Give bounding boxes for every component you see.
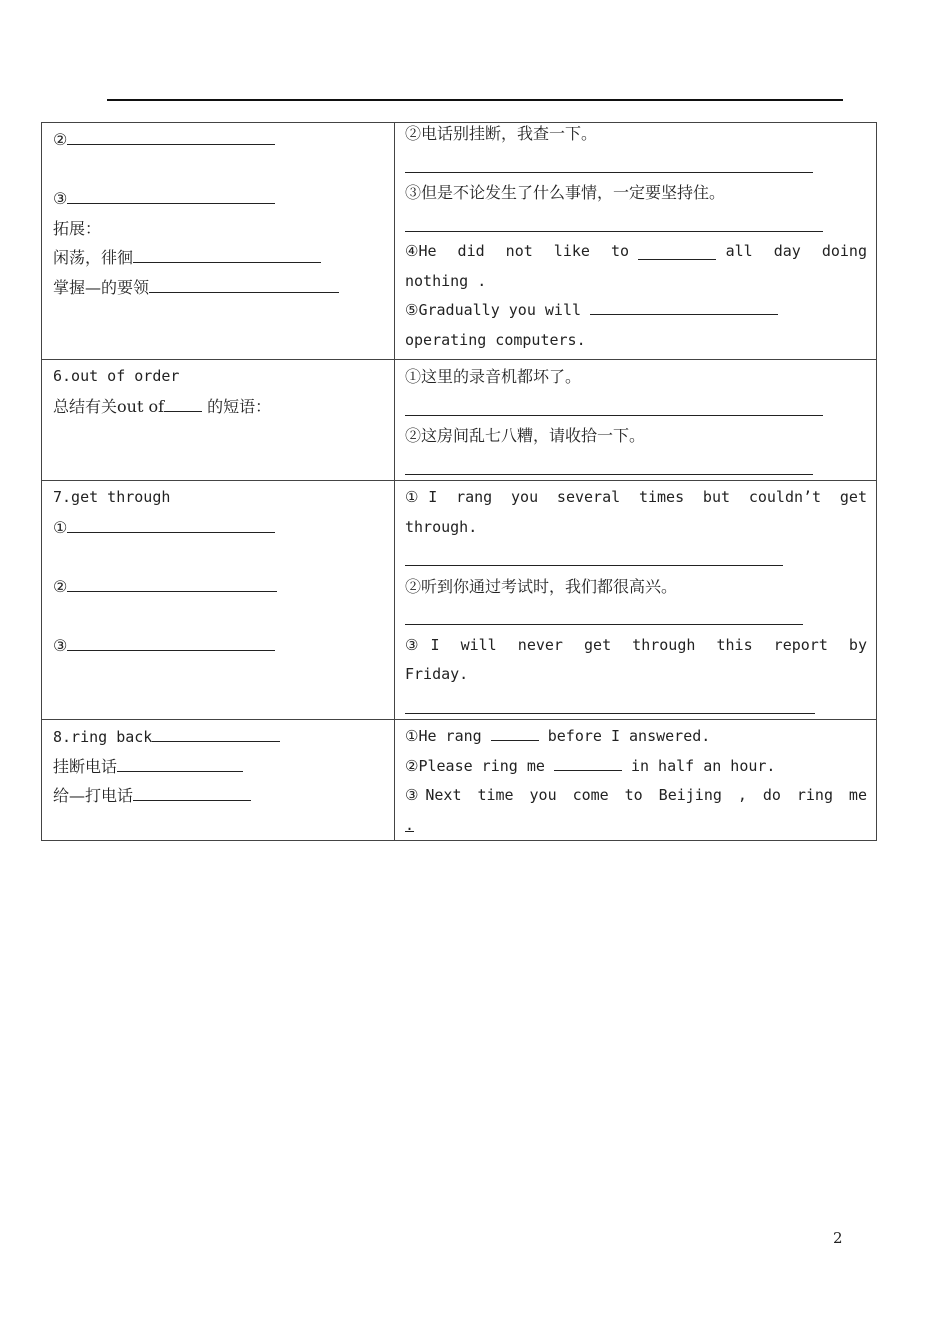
question-text: ②听到你通过考试时，我们都很高兴。 (405, 576, 678, 596)
page-number: 2 (833, 1229, 843, 1247)
answer-line[interactable] (405, 623, 803, 625)
answer-blank[interactable] (638, 243, 716, 260)
question-text: operating computers. (405, 330, 586, 349)
right-cell (395, 720, 877, 841)
answer-blank[interactable] (554, 754, 622, 771)
answer-blank[interactable] (590, 298, 778, 315)
item-label: ③ (53, 635, 68, 655)
answer-line[interactable] (405, 473, 813, 475)
phrase-prompt: 掌握—的要领 (53, 277, 150, 297)
answer-blank[interactable] (491, 724, 539, 741)
answer-blank[interactable] (67, 634, 275, 651)
answer-blank[interactable] (117, 755, 243, 772)
table-row (42, 481, 877, 720)
question-text: nothing . (405, 271, 487, 290)
phrase-title: 8.ring back (53, 728, 153, 746)
question-text: ①He rang (405, 727, 482, 745)
question-text: ③但是不论发生了什么事情，一定要坚持住。 (405, 183, 726, 202)
phrase-prompt: 挂断电话 (53, 756, 118, 776)
answer-blank[interactable] (133, 784, 251, 801)
item-label: ① (53, 517, 68, 537)
phrase-title: 6.out of order (53, 367, 180, 385)
answer-blank[interactable] (67, 575, 277, 592)
item-label: ② (53, 130, 68, 149)
item-label: ② (53, 576, 68, 596)
question-text: ②这房间乱七八糟，请收拾一下。 (405, 426, 646, 445)
answer-blank[interactable] (67, 128, 275, 145)
question-text: ③Next time you come to Beijing , do ring me (405, 786, 867, 804)
left-cell (42, 123, 395, 360)
left-cell (42, 720, 395, 841)
question-text: through. (405, 517, 478, 536)
right-cell (395, 360, 877, 481)
answer-blank[interactable] (152, 725, 280, 742)
sentence-end: . (405, 815, 415, 834)
right-cell (395, 123, 877, 360)
answer-line[interactable] (405, 171, 813, 173)
phrase-prompt: 闲荡，徘徊 (53, 248, 134, 267)
question-text: all day doing (725, 242, 867, 260)
answer-line[interactable] (405, 230, 823, 232)
answer-blank[interactable] (164, 395, 202, 412)
item-label: ③ (53, 189, 68, 208)
question-text: ①这里的录音机都坏了。 (405, 367, 582, 386)
worksheet-table (41, 122, 877, 841)
answer-line[interactable] (405, 564, 783, 566)
answer-blank[interactable] (67, 516, 275, 533)
right-cell (395, 481, 877, 720)
question-text: before I answered. (547, 727, 711, 745)
question-text: Friday. (405, 665, 469, 683)
phrase-title: 7.get through (53, 488, 171, 506)
answer-line[interactable] (405, 414, 823, 416)
question-text: ①I rang you several times but couldn’t get (405, 488, 867, 506)
left-cell (42, 360, 395, 481)
summary-prompt: 的短语： (207, 396, 272, 416)
answer-blank[interactable] (133, 246, 321, 263)
answer-line[interactable] (405, 712, 815, 714)
question-text: ④He did not like to (405, 242, 630, 260)
question-text: ③I will never get through this report by (405, 635, 867, 654)
table-row (42, 720, 877, 841)
header-rule (107, 99, 843, 101)
left-cell (42, 481, 395, 720)
table-row (42, 360, 877, 481)
question-text: ②电话别挂断，我查一下。 (405, 124, 598, 143)
question-text: ②Please ring me (405, 756, 545, 775)
extension-label: 拓展： (53, 218, 102, 238)
table-row (42, 123, 877, 360)
question-text: in half an hour. (630, 756, 776, 775)
phrase-prompt: 给—打电话 (53, 786, 134, 805)
answer-blank[interactable] (67, 187, 275, 204)
summary-prompt: 总结有关out of (53, 396, 165, 416)
question-text: ⑤Gradually you will (405, 301, 582, 319)
answer-blank[interactable] (149, 276, 339, 293)
